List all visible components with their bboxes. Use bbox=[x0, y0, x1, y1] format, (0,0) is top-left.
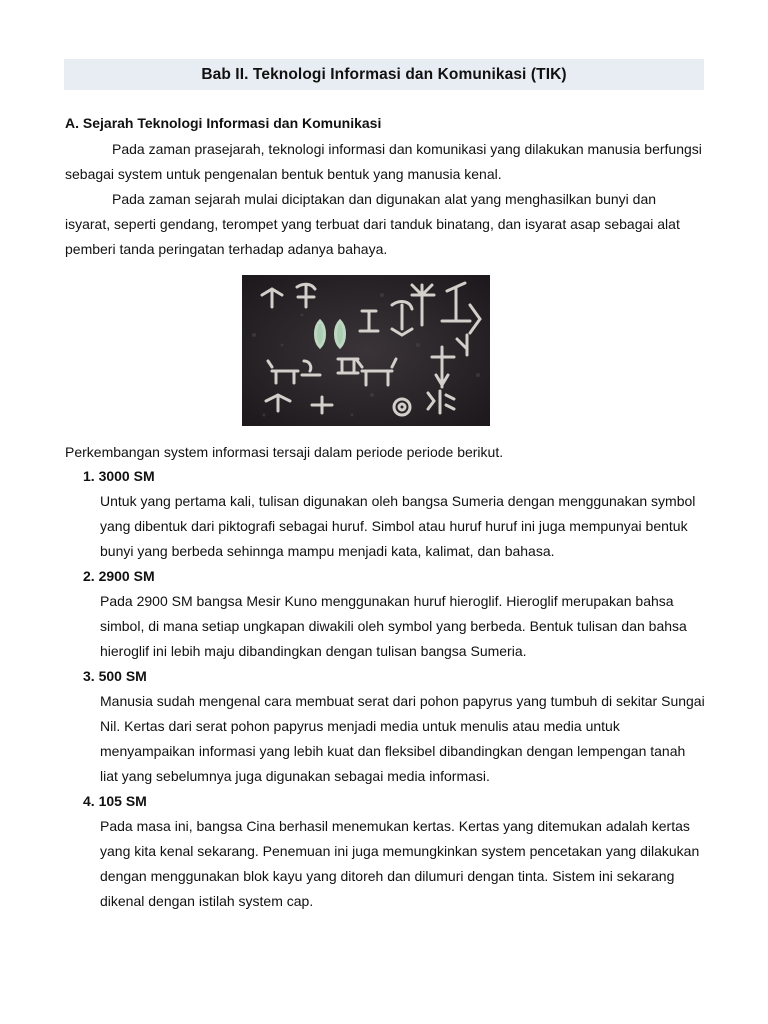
periods-intro: Perkembangan system informasi tersaji dalam periode periode berikut. bbox=[65, 444, 504, 460]
period-text: Pada masa ini, bangsa Cina berhasil menemukan kertas. Kertas yang ditemukan adalah kertas yang kita kenal sekarang. Penemuan ini juga memungkinkan system pencetakan yang dilakukan dengan menggunakan blok kayu yang ditoreh dan dilumuri dengan tinta. Sistem ini sekarang dikenal dengan istilah system cap. bbox=[100, 818, 700, 909]
petroglyph-drawing bbox=[242, 275, 490, 426]
paragraph-history bbox=[65, 187, 705, 262]
list-item bbox=[65, 464, 715, 564]
period-heading: 4. 105 SM bbox=[83, 793, 147, 809]
period-heading: 1. 3000 SM bbox=[83, 468, 155, 484]
petroglyph-image bbox=[242, 275, 490, 426]
period-text: Untuk yang pertama kali, tulisan digunakan oleh bangsa Sumeria dengan menggunakan symbol yang dibentuk dari piktografi sebagai huruf. Simbol atau huruf huruf ini juga mempunyai bentuk bunyi yang berbeda sehinnga mampu menjadi kata, kalimat, dan bahasa. bbox=[100, 493, 696, 559]
list-item bbox=[65, 664, 715, 789]
list-item bbox=[65, 789, 715, 914]
paragraph-prehistory bbox=[65, 137, 705, 187]
list-item bbox=[65, 564, 715, 664]
period-text: Pada 2900 SM bangsa Mesir Kuno menggunakan huruf hieroglif. Hieroglif merupakan bahsa simbol, di mana setiap ungkapan diwakili oleh symbol yang berbeda. Bentuk tulisan dan bahsa hieroglif ini lebih maju dibandingkan dengan tulisan bangsa Sumeria. bbox=[100, 593, 687, 659]
paragraph-history-text: Pada zaman sejarah mulai diciptakan dan digunakan alat yang menghasilkan bunyi dan isyarat, seperti gendang, terompet yang terbuat dari tanduk binatang, dan isyarat asap sebagai alat pemberi tanda peringatan terhadap adanya bahaya. bbox=[65, 191, 680, 257]
period-heading: 2. 2900 SM bbox=[83, 568, 155, 584]
title-bar bbox=[64, 59, 704, 90]
document-title: Bab II. Teknologi Informasi dan Komunikasi (TIK) bbox=[201, 65, 567, 83]
period-text: Manusia sudah mengenal cara membuat serat dari pohon papyrus yang tumbuh di sekitar Sungai Nil. Kertas dari serat pohon papyrus menjadi media untuk menulis atau media untuk menyampaikan informasi yang lebih kuat dan fleksibel dibandingkan dengan lempengan tanah liat yang sebelumnya juga digunakan sebagai media informasi. bbox=[100, 693, 705, 784]
periods-list bbox=[65, 464, 715, 914]
section-heading: A. Sejarah Teknologi Informasi dan Komunikasi bbox=[65, 115, 382, 131]
period-heading: 3. 500 SM bbox=[83, 668, 147, 684]
paragraph-prehistory-text: Pada zaman prasejarah, teknologi informasi dan komunikasi yang dilakukan manusia berfungsi sebagai system untuk pengenalan bentuk bentuk yang manusia kenal. bbox=[65, 141, 702, 182]
